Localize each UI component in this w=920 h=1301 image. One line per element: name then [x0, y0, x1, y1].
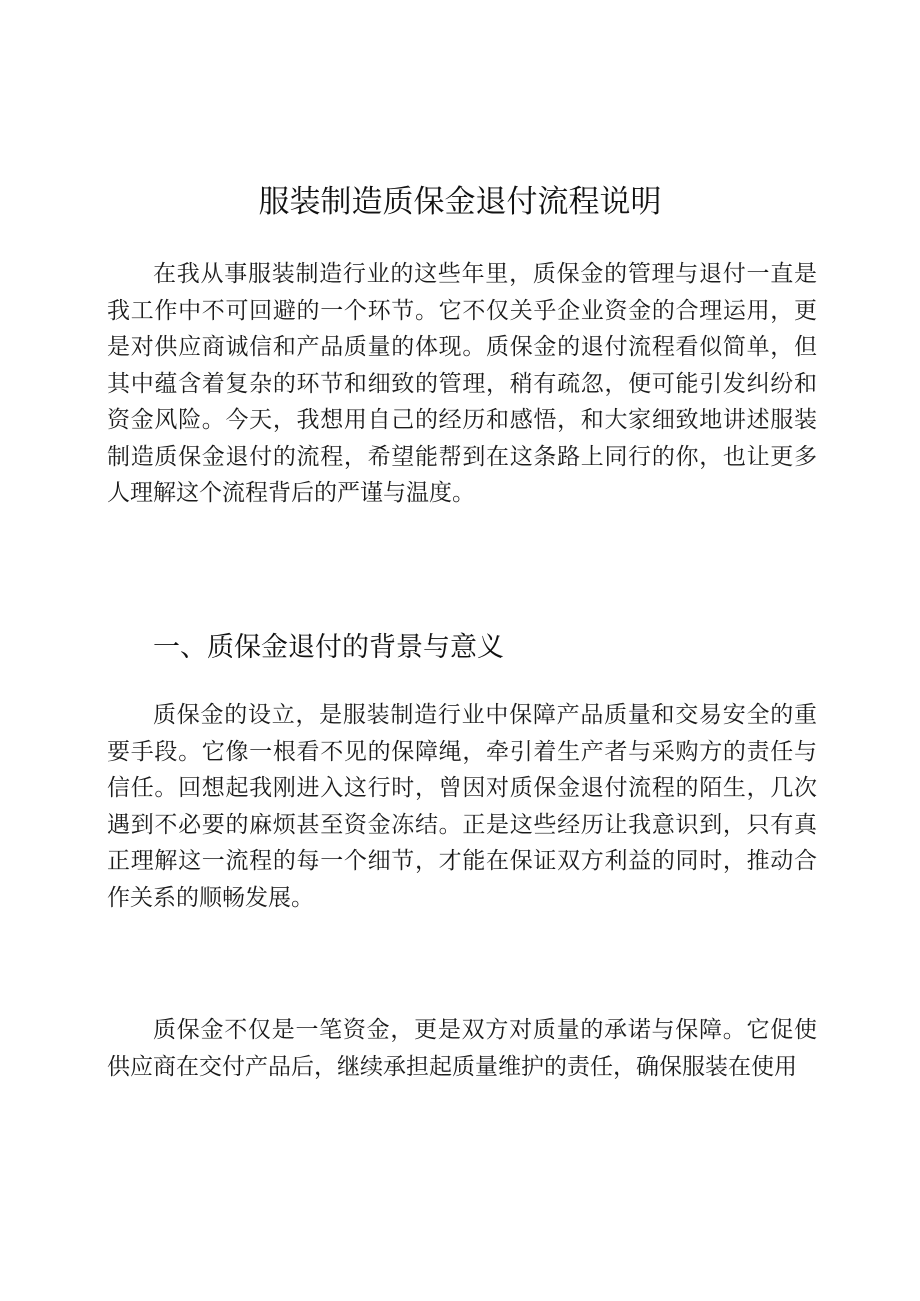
section-paragraph-2: 质保金不仅是一笔资金，更是双方对质量的承诺与保障。它促使供应商在交付产品后，继续承担起质量维护的责任，确保服装在使用	[107, 1017, 817, 1080]
document-title: 服装制造质保金退付流程说明	[258, 184, 662, 220]
section-paragraph-1: 质保金的设立，是服装制造行业中保障产品质量和交易安全的重要手段。它像一根看不见的保障绳，牵引着生产者与采购方的责任与信任。回想起我刚进入这行时，曾因对质保金退付流程的陌生，几次遇到不必要的麻烦甚至资金冻结。正是这些经历让我意识到，只有真正理解这一流程的每一个细节，才能在保证双方利益的同时，推动合作关系的顺畅发展。	[107, 702, 817, 911]
intro-paragraph: 在我从事服装制造行业的这些年里，质保金的管理与退付一直是我工作中不可回避的一个环节。它不仅关乎企业资金的合理运用，更是对供应商诚信和产品质量的体现。质保金的退付流程看似简单，但其中蕴含着复杂的环节和细致的管理，稍有疏忽，便可能引发纠纷和资金风险。今天，我想用自己的经历和感悟，和大家细致地讲述服装制造质保金退付的流程，希望能帮到在这条路上同行的你，也让更多人理解这个流程背后的严谨与温度。	[107, 261, 817, 506]
section-heading: 一、质保金退付的背景与意义	[153, 632, 504, 663]
